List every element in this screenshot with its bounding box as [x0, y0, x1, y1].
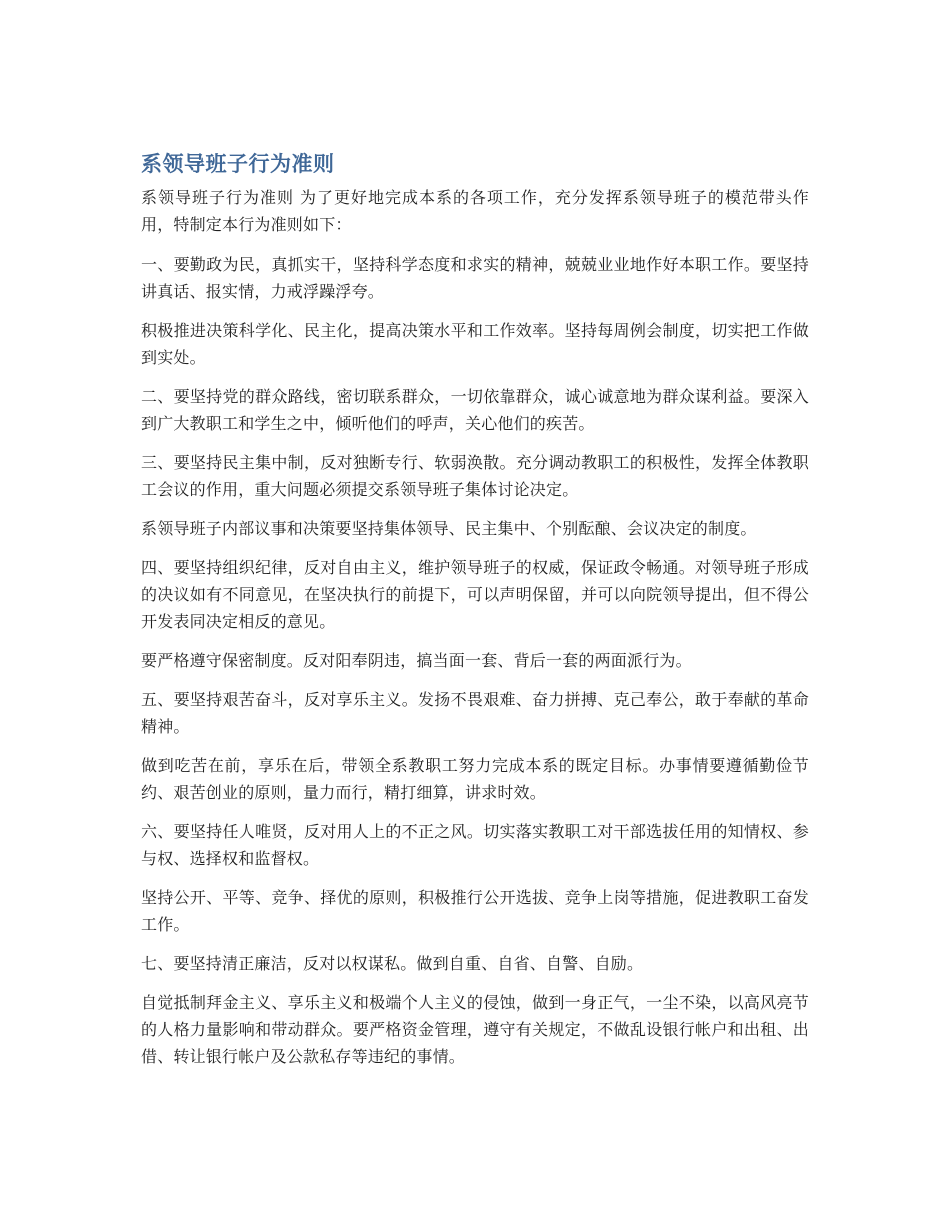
document-title: 系领导班子行为准则: [141, 152, 335, 176]
rule-5-detail-paragraph: 做到吃苦在前，享乐在后，带领全系教职工努力完成本系的既定目标。办事情要遵循勤俭节约、艰苦创业的原则，量力而行，精打细算，讲求时效。: [141, 756, 809, 802]
rule-3-paragraph: 三、要坚持民主集中制，反对独断专行、软弱涣散。充分调动教职工的积极性，发挥全体教职工会议的作用，重大问题必须提交系领导班子集体讨论决定。: [141, 453, 809, 499]
rule-7-detail-paragraph: 自觉抵制拜金主义、享乐主义和极端个人主义的侵蚀，做到一身正气，一尘不染，以高风亮节的人格力量影响和带动群众。要严格资金管理，遵守有关规定，不做乱设银行帐户和出租、出借、转让银行帐户及公款私存等违纪的事情。: [141, 993, 809, 1066]
rule-4-detail-paragraph: 要严格遵守保密制度。反对阳奉阴违，搞当面一套、背后一套的两面派行为。: [141, 651, 692, 670]
rule-2-paragraph: 二、要坚持党的群众路线，密切联系群众，一切依靠群众，诚心诚意地为群众谋利益。要深入到广大教职工和学生之中，倾听他们的呼声，关心他们的疾苦。: [141, 387, 809, 433]
rule-3-detail-paragraph: 系领导班子内部议事和决策要坚持集体领导、民主集中、个别酝酿、会议决定的制度。: [141, 519, 757, 538]
rule-5-paragraph: 五、要坚持艰苦奋斗，反对享乐主义。发扬不畏艰难、奋力拼搏、克己奉公，敢于奉献的革命精神。: [141, 690, 809, 736]
rule-1-detail-paragraph: 积极推进决策科学化、民主化，提高决策水平和工作效率。坚持每周例会制度，切实把工作做到实处。: [141, 321, 809, 367]
document-page: [141, 150, 809, 1082]
rule-1-paragraph: 一、要勤政为民，真抓实干，坚持科学态度和求实的精神，兢兢业业地作好本职工作。要坚持讲真话、报实情，力戒浮躁浮夸。: [141, 255, 809, 301]
rule-7-paragraph: 七、要坚持清正廉洁，反对以权谋私。做到自重、自省、自警、自励。: [141, 954, 644, 973]
rule-6-detail-paragraph: 坚持公开、平等、竞争、择优的原则，积极推行公开选拔、竞争上岗等措施，促进教职工奋发工作。: [141, 888, 809, 934]
rule-6-paragraph: 六、要坚持任人唯贤，反对用人上的不正之风。切实落实教职工对干部选拔任用的知情权、参与权、选择权和监督权。: [141, 822, 809, 868]
rule-4-paragraph: 四、要坚持组织纪律，反对自由主义，维护领导班子的权威，保证政令畅通。对领导班子形成的决议如有不同意见，在坚决执行的前提下，可以声明保留，并可以向院领导提出，但不得公开发表同决定相反的意见。: [141, 558, 809, 631]
intro-paragraph: 系领导班子行为准则 为了更好地完成本系的各项工作，充分发挥系领导班子的模范带头作用，特制定本行为准则如下：: [141, 188, 809, 234]
